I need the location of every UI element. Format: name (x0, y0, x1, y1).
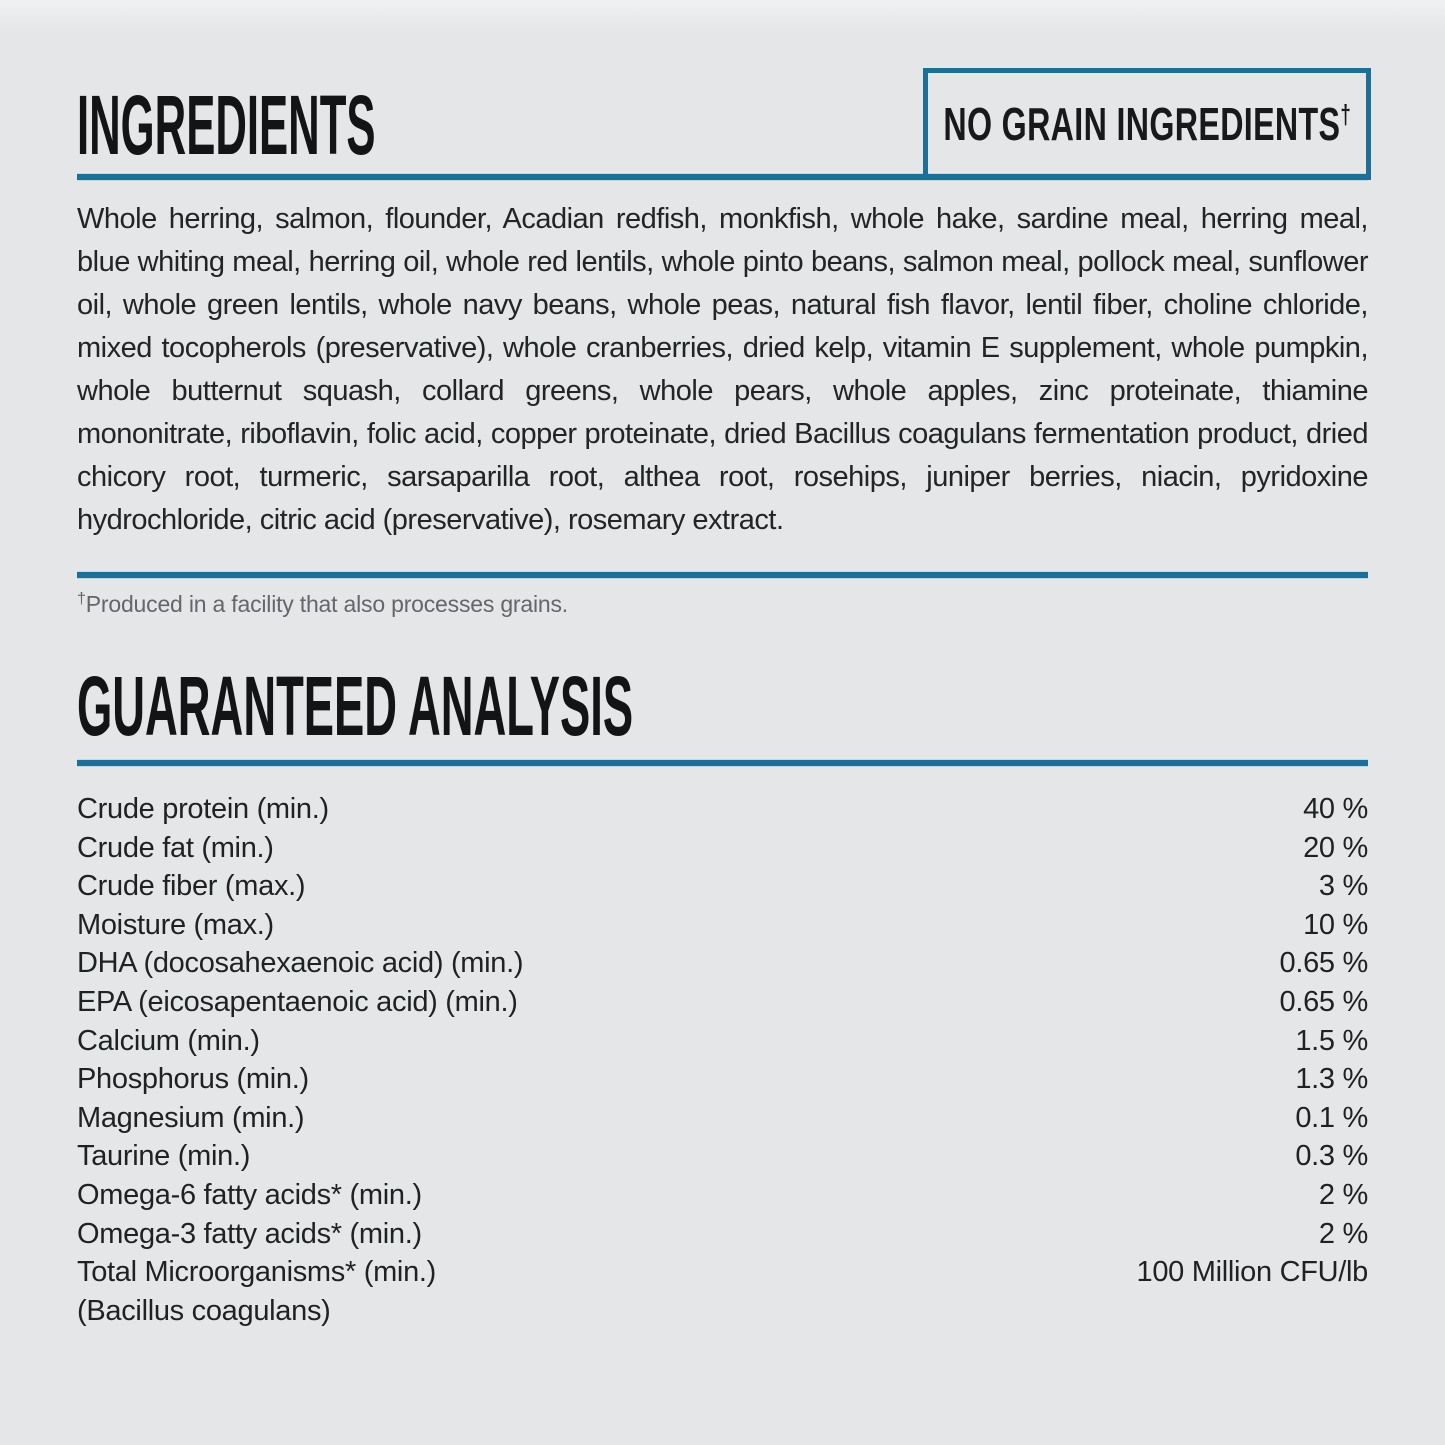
row-value: 3 % (1318, 870, 1368, 903)
table-row (77, 1022, 1368, 1061)
row-label: Phosphorus (min.) (77, 1063, 309, 1096)
footnote-divider (77, 572, 1368, 578)
table-row (77, 829, 1368, 868)
table-row (77, 983, 1368, 1022)
row-value: 1.3 % (1295, 1063, 1368, 1096)
row-value: 40 % (1303, 793, 1368, 825)
row-label: Magnesium (min.) (77, 1101, 305, 1134)
row-value: 1.5 % (1295, 1024, 1368, 1057)
footnote-dagger: † (77, 589, 86, 608)
table-row (77, 1099, 1368, 1138)
footnote-text: Produced in a facility that also processes grains. (85, 591, 568, 617)
no-grain-badge-label: NO GRAIN INGREDIENTS (943, 98, 1341, 150)
ingredients-heading-text: INGREDIENTS (77, 78, 376, 172)
row-label: (Bacillus coagulans) (77, 1294, 331, 1327)
row-value: 0.1 % (1295, 1101, 1368, 1134)
ingredients-list-text: Whole herring, salmon, flounder, Acadian redfish, monkfish, whole hake, sardine meal, herring meal, blue whiting meal, herring oil, whole red lentils, whole pinto beans, salmon meal, pollock meal, sunflower oil, whole green lentils, whole navy beans, whole peas, natural fish flavor, lentil fiber, choline chloride, mixed tocopherols (preservative), whole cranberries, dried kelp, vitamin E supplement, whole pumpkin, whole butternut squash, collard greens, whole pears, whole apples, zinc proteinate, thiamine mononitrate, riboflavin, folic acid, copper proteinate, dried Bacillus coagulans fermentation product, dried chicory root, turmeric, sarsaparilla root, althea root, rosehips, juniper berries, niacin, pyridoxine hydrochloride, citric acid (preservative), rosemary extract. (77, 203, 1368, 536)
row-label: Taurine (min.) (77, 1140, 251, 1173)
row-label: DHA (docosahexaenoic acid) (min.) (77, 947, 524, 980)
row-label: Omega-3 fatty acids* (min.) (77, 1217, 422, 1250)
table-row (77, 1215, 1368, 1254)
grain-facility-footnote (77, 591, 1368, 618)
guaranteed-analysis-heading-text: GUARANTEED ANALYSIS (77, 659, 634, 753)
guaranteed-analysis-heading (77, 659, 1368, 753)
table-row (77, 906, 1368, 945)
no-grain-badge-text (943, 97, 1351, 151)
guaranteed-analysis-header (77, 659, 1368, 753)
table-row (77, 1176, 1368, 1215)
ingredients-heading (77, 78, 651, 172)
row-label: Calcium (min.) (77, 1024, 260, 1057)
row-value: 100 Million CFU/lb (1136, 1256, 1368, 1289)
no-grain-badge (923, 68, 1371, 180)
table-row (77, 1292, 1368, 1331)
no-grain-badge-dagger: † (1340, 99, 1351, 130)
row-value: 20 % (1303, 831, 1368, 864)
row-value: 2 % (1318, 1178, 1368, 1211)
row-label: Total Microorganisms* (min.) (77, 1256, 437, 1289)
table-row (77, 1137, 1368, 1176)
table-row (77, 944, 1368, 983)
row-label: Crude protein (min.) (77, 793, 329, 825)
row-value: 10 % (1303, 908, 1368, 941)
table-row (77, 1253, 1368, 1292)
row-label: Omega-6 fatty acids* (min.) (77, 1178, 422, 1211)
row-label: Crude fiber (max.) (77, 870, 306, 903)
row-label: Moisture (max.) (77, 908, 274, 941)
row-label: Crude fat (min.) (77, 831, 274, 864)
table-row (77, 867, 1368, 906)
guaranteed-analysis-divider (77, 760, 1368, 766)
row-value: 0.65 % (1279, 947, 1368, 980)
row-value: 0.3 % (1295, 1140, 1368, 1173)
guaranteed-analysis-table (77, 790, 1368, 1330)
ingredients-header (77, 0, 1368, 174)
table-row (77, 1060, 1368, 1099)
row-value: 0.65 % (1279, 985, 1368, 1018)
table-row (77, 790, 1368, 829)
row-label: EPA (eicosapentaenoic acid) (min.) (77, 985, 518, 1018)
row-value: 2 % (1318, 1217, 1368, 1250)
